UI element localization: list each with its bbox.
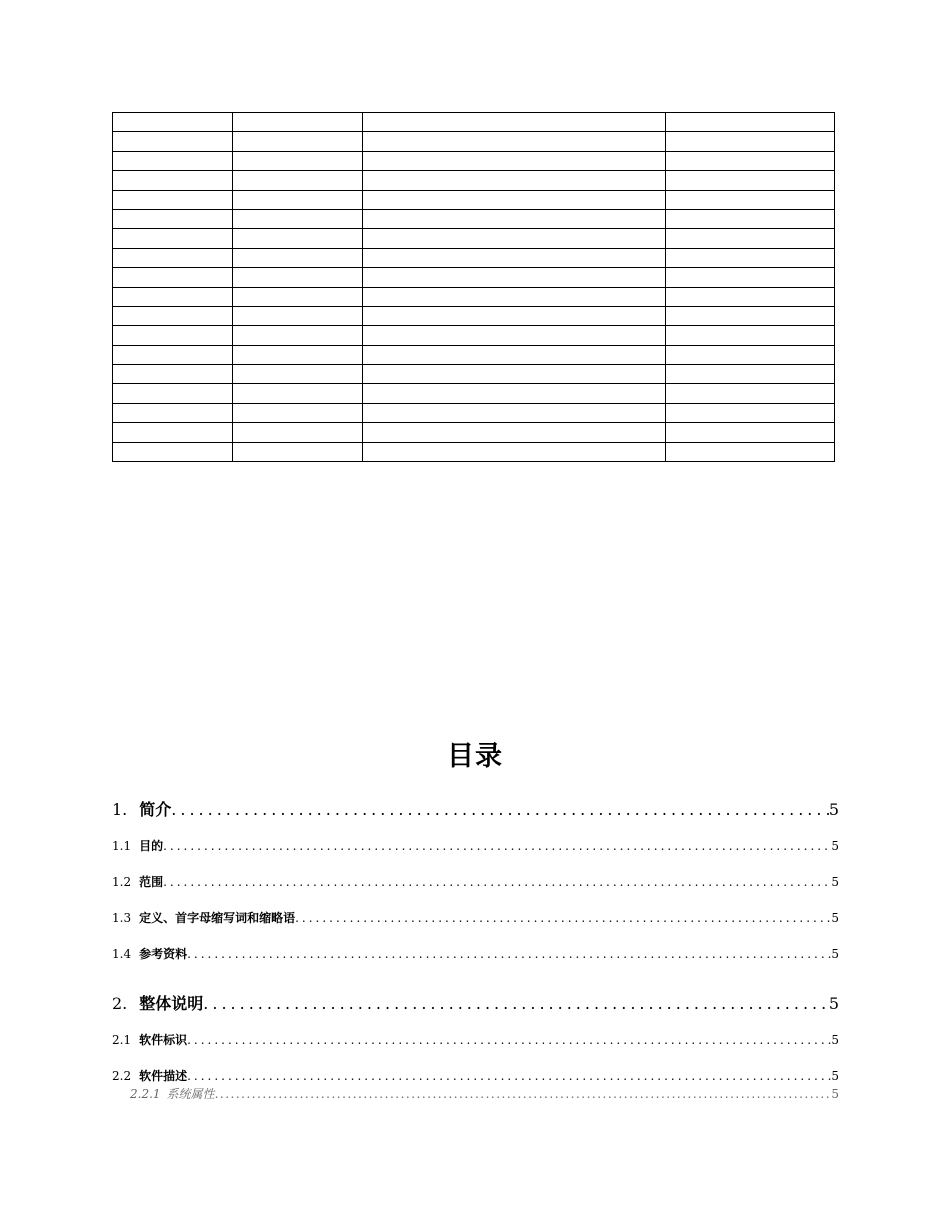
table-cell[interactable] [233,132,363,151]
table-cell[interactable] [233,345,363,364]
table-cell[interactable] [233,287,363,306]
toc-entry-number: 1.3 [112,911,132,925]
toc-entry-2[interactable] [112,991,839,1014]
table-cell[interactable] [233,151,363,170]
table-cell[interactable] [666,403,835,422]
table-cell[interactable] [113,423,233,442]
table-cell[interactable] [233,365,363,384]
toc-entry-label: 整体说明 [139,994,204,1013]
table-cell[interactable] [363,132,666,151]
table-cell[interactable] [113,113,233,132]
table-row [113,248,835,267]
table-cell[interactable] [113,306,233,325]
table-row [113,229,835,248]
table-cell[interactable] [363,248,666,267]
table-cell[interactable] [666,384,835,403]
table-cell[interactable] [363,287,666,306]
toc-entry-2-1[interactable] [112,1031,839,1048]
toc-entry-label: 定义、首字母缩写词和缩略语 [139,911,296,925]
table-cell[interactable] [233,384,363,403]
table-cell[interactable] [363,229,666,248]
toc-entry-page: 5 [828,800,839,819]
table-cell[interactable] [666,442,835,461]
table-row [113,287,835,306]
table-body [113,113,835,462]
toc-entry-number: 1.2 [112,875,132,889]
table-row [113,190,835,209]
table-cell[interactable] [363,209,666,228]
toc-entry-page: 5 [831,947,839,961]
toc-entry-label: 软件描述 [139,1069,188,1083]
toc-entry-1-3[interactable] [112,909,839,926]
table-cell[interactable] [363,345,666,364]
table-cell[interactable] [113,229,233,248]
table-cell[interactable] [666,365,835,384]
table-cell[interactable] [233,113,363,132]
toc-entry-number: 2.2 [112,1069,132,1083]
table-row [113,365,835,384]
toc-leader-dots [171,800,829,819]
toc-entry-1-4[interactable] [112,945,839,962]
table-cell[interactable] [363,442,666,461]
table-cell[interactable] [233,209,363,228]
table-cell[interactable] [113,209,233,228]
toc-entry-number: 1.1 [112,839,132,853]
table-cell[interactable] [113,287,233,306]
table-row [113,209,835,228]
table-cell[interactable] [233,229,363,248]
toc-leader-dots [187,1033,831,1047]
toc-leader-dots [163,839,831,853]
table-cell[interactable] [233,403,363,422]
table-cell[interactable] [113,248,233,267]
toc-leader-dots [163,875,831,889]
table-cell[interactable] [113,268,233,287]
table-cell[interactable] [113,171,233,190]
table-cell[interactable] [666,132,835,151]
table-cell[interactable] [666,151,835,170]
table-cell[interactable] [363,190,666,209]
table-row [113,132,835,151]
table-cell[interactable] [113,190,233,209]
toc-entry-label: 系统属性 [166,1087,215,1101]
table-row [113,306,835,325]
toc-leader-dots [203,994,829,1013]
toc-entry-1[interactable] [112,797,839,820]
table-row [113,171,835,190]
table-row [113,345,835,364]
toc-leader-dots [187,947,831,961]
toc-leader-dots [215,1087,832,1101]
table-cell[interactable] [233,248,363,267]
toc-entry-page: 5 [831,875,839,889]
table-cell[interactable] [666,229,835,248]
table-row [113,113,835,132]
toc-entry-page: 5 [828,994,839,1013]
toc-entry-page: 5 [831,1087,839,1101]
table-row [113,403,835,422]
table-cell[interactable] [363,171,666,190]
table-cell[interactable] [363,113,666,132]
table-row [113,268,835,287]
toc-entry-label: 简介 [139,800,172,819]
table-cell[interactable] [363,306,666,325]
toc-entry-number: 2. [112,994,128,1013]
table-cell[interactable] [233,442,363,461]
table-cell[interactable] [666,423,835,442]
table-row [113,326,835,345]
table-cell[interactable] [113,326,233,345]
toc-entry-page: 5 [831,1069,839,1083]
table-cell[interactable] [666,326,835,345]
toc-entry-number: 1. [112,800,128,819]
table-row [113,151,835,170]
toc-entry-page: 5 [831,911,839,925]
table-cell[interactable] [113,442,233,461]
table-row [113,423,835,442]
table-cell[interactable] [113,132,233,151]
table-cell[interactable] [363,423,666,442]
table-cell[interactable] [666,287,835,306]
toc-title: 目录 [447,741,503,772]
toc-leader-dots [187,1069,831,1083]
table-cell[interactable] [363,151,666,170]
toc-entry-number: 2.2.1 [130,1087,161,1101]
table-cell[interactable] [666,113,835,132]
table-cell[interactable] [666,190,835,209]
toc-entry-page: 5 [831,1033,839,1047]
table-cell[interactable] [363,384,666,403]
toc-entry-label: 参考资料 [139,947,188,961]
toc-entry-1-1[interactable] [112,837,839,854]
toc-entry-label: 软件标识 [139,1033,188,1047]
table-cell[interactable] [666,248,835,267]
table-row [113,384,835,403]
table-cell[interactable] [363,365,666,384]
table-cell[interactable] [363,403,666,422]
table-cell[interactable] [233,306,363,325]
table-cell[interactable] [113,151,233,170]
table-cell[interactable] [363,326,666,345]
table-cell[interactable] [233,268,363,287]
toc-entry-2-2-1[interactable] [130,1085,839,1102]
table-cell[interactable] [666,306,835,325]
toc-entry-number: 2.1 [112,1033,132,1047]
toc-entry-page: 5 [831,839,839,853]
table-cell[interactable] [233,190,363,209]
table-cell[interactable] [113,345,233,364]
toc-entry-number: 1.4 [112,947,132,961]
table-cell[interactable] [666,345,835,364]
toc-entry-label: 范围 [139,875,164,889]
table-cell[interactable] [113,403,233,422]
table-cell[interactable] [666,209,835,228]
toc-leader-dots [295,911,831,925]
toc-entry-2-2[interactable] [112,1067,839,1084]
table-cell[interactable] [233,326,363,345]
table-cell[interactable] [363,268,666,287]
table-cell[interactable] [666,268,835,287]
table-row [113,442,835,461]
revision-history-table [112,112,835,462]
toc-entry-label: 目的 [139,839,164,853]
toc-entry-1-2[interactable] [112,873,839,890]
table-cell[interactable] [666,171,835,190]
table-cell[interactable] [113,365,233,384]
table-cell[interactable] [233,171,363,190]
table-cell[interactable] [113,384,233,403]
table-cell[interactable] [233,423,363,442]
